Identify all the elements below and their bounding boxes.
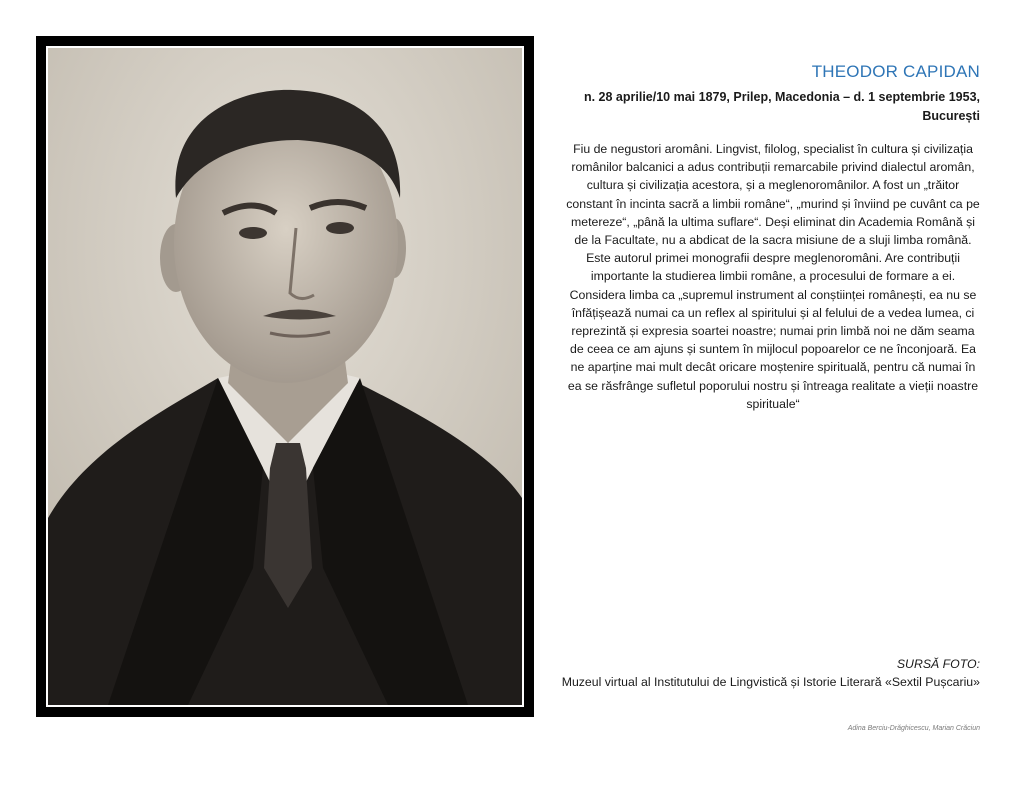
portrait-photo-frame [36,36,534,717]
life-dates-line-2: București [922,109,980,123]
life-dates-line-1: n. 28 aprilie/10 mai 1879, Prilep, Macedonia – d. 1 septembrie 1953, [583,90,980,104]
photo-source-label: SURSĂ FOTO: [896,657,980,671]
biography-text: Fiu de negustori aromâni. Lingvist, filolog, specialist în cultura și civilizația românilor balcanici a adus contribuții remarcabile privind dialectul aromân, cultura și civilizația acestora, și a meglenoromânilor. A fost un „trăitor constant în incinta sacră a limbii române“, „murind și înviind pe cuvânt ca pe metereze“, „până la ultima suflare“. Deși eliminat din Academia Română și de la Facultate, nu a abdicat de la sacra misiune de a sluji limba română. Este autorul primei monografii despre meglenoromâni. Are contribuții importante la studierea limbii române, a procesului de formare a ei. Considera limba ca „supremul instrument al conștiinței românești, ea nu se înfățișează numai ca un reflex al spiritului și al felului de a vedea lumea, ci reprezintă și expresia soartei noastre; numai prin limbă noi ne dăm seama de ceea ce am ajuns și suntem în mijlocul popoarelor ce ne înconjoară. Ea ne aparține mai mult decât oricare moștenire spirituală, pentru că numai în ea se răsfrânge sufletul poporului nostru și întreaga realitate a vieții noastre spirituale“ [566,142,980,411]
person-name: THEODOR CAPIDAN [811,62,980,81]
biography-column [560,62,980,425]
portrait-photo [46,46,524,707]
photo-source [560,655,980,691]
portrait-illustration [48,48,522,705]
author-credits: Adina Berciu-Drăghicescu, Marian Crăciun [847,725,980,732]
photo-source-text: Muzeul virtual al Institutului de Lingvistică și Istorie Literară «Sextil Pușcariu» [561,675,980,689]
life-dates [560,88,980,126]
